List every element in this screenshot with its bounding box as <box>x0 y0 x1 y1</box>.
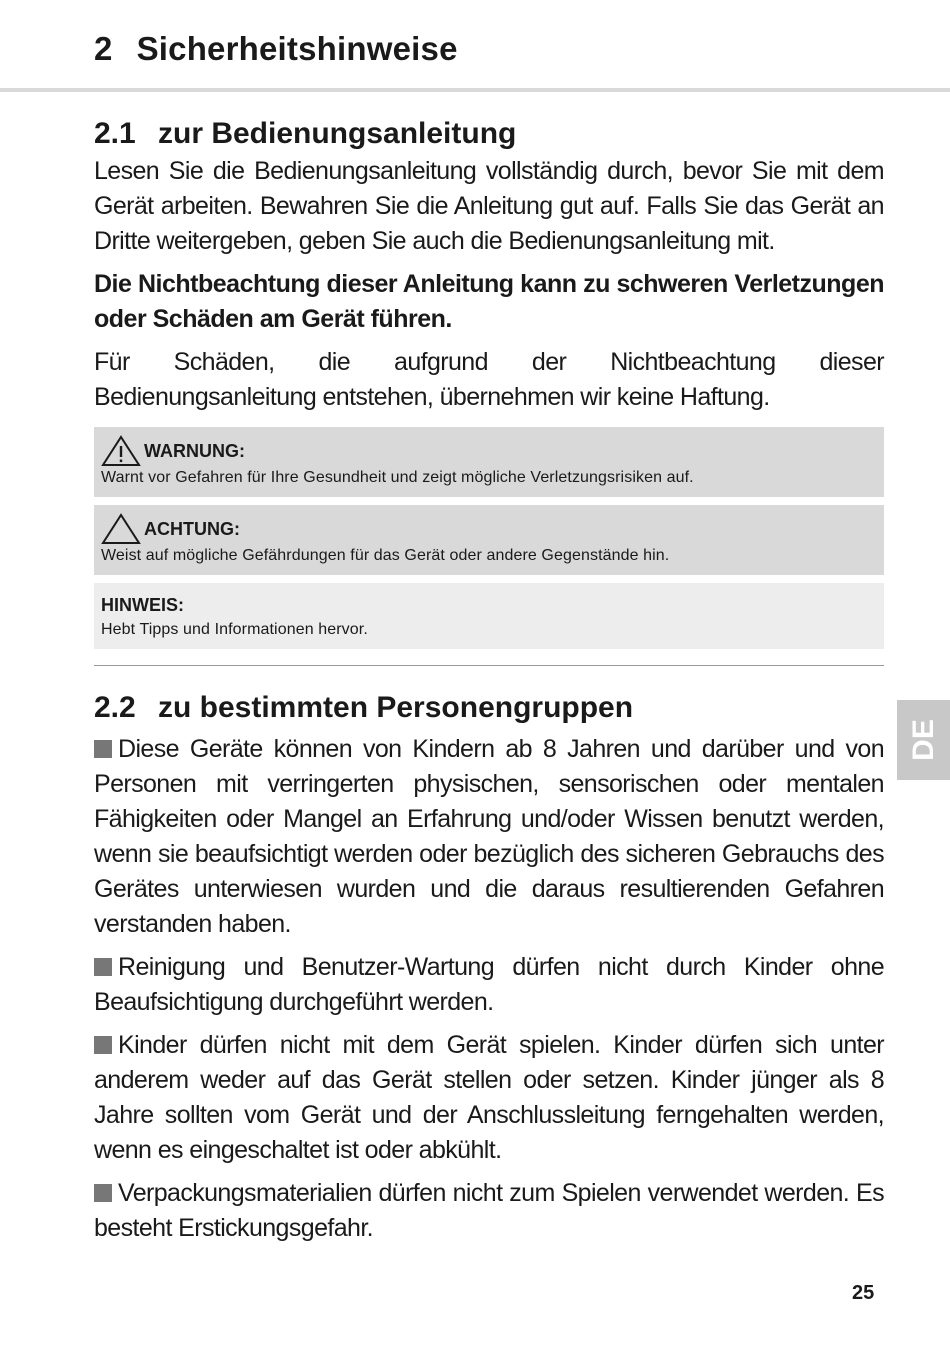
paragraph-liability: Für Schäden, die aufgrund der Nichtbeachtung dieser Bedienungsanleitung entstehen, übernehmen wir keine Haftung. <box>94 348 884 411</box>
list-item-text: Kinder dürfen nicht mit dem Gerät spielen. Kinder dürfen sich unter anderem weder auf das Gerät stellen oder setzen. Kinder jünger als 8 Jahre sollten vom Gerät und der Anschlussleitung ferngehalten werden, wenn es eingeschaltet ist oder abkühlt. <box>94 1031 884 1164</box>
list-item <box>94 1028 884 1168</box>
notice-label: HINWEIS: <box>101 595 184 615</box>
list-item <box>94 950 884 1020</box>
language-tab-label: DE <box>906 719 940 761</box>
section-divider <box>94 665 884 666</box>
notice-text: Weist auf mögliche Gefährdungen für das Gerät oder andere Gegenstände hin. <box>101 547 670 564</box>
page-number: 25 <box>852 1282 875 1304</box>
square-bullet-icon <box>94 1036 112 1054</box>
list-item-text: Verpackungsmaterialien dürfen nicht zum Spielen verwendet werden. Es besteht Erstickungsgefahr. <box>94 1179 884 1242</box>
list-item <box>94 732 884 942</box>
warning-triangle-icon <box>101 435 141 467</box>
page-content <box>94 114 884 1246</box>
notice-text: Hebt Tipps und Informationen hervor. <box>101 621 368 638</box>
caution-triangle-icon <box>101 513 141 545</box>
square-bullet-icon <box>94 1184 112 1202</box>
section-number: 2.1 <box>94 117 136 150</box>
list-item-text: Diese Geräte können von Kindern ab 8 Jahren und darüber und von Personen mit verringerten physischen, sensorischen oder mentalen Fähigkeiten oder Mangel an Erfahrung und/oder Wissen benutzt werden, wenn sie beaufsichtigt werden oder bezüglich des sicheren Gebrauchs des Gerätes unterwiesen wurden und die daraus resultierenden Gefahren verstanden haben. <box>94 735 884 938</box>
chapter-header <box>0 0 950 92</box>
section-title-text: zu bestimmten Personengruppen <box>158 691 634 724</box>
list-item <box>94 1176 884 1246</box>
square-bullet-icon <box>94 958 112 976</box>
notice-label: WARNUNG: <box>144 441 245 461</box>
section-title-text: zur Bedienungsanleitung <box>158 117 517 150</box>
chapter-title <box>94 30 458 68</box>
chapter-number: 2 <box>94 30 113 67</box>
paragraph-warning-bold: Die Nichtbeachtung dieser Anleitung kann zu schweren Verletzungen oder Schäden am Gerät führen. <box>94 270 884 333</box>
list-item-text: Reinigung und Benutzer-Wartung dürfen nicht durch Kinder ohne Beaufsichtigung durchgeführt werden. <box>94 953 884 1016</box>
notice-text: Warnt vor Gefahren für Ihre Gesundheit und zeigt mögliche Verletzungsrisiken auf. <box>101 469 694 486</box>
language-tab <box>897 700 950 780</box>
paragraph-read-manual: Lesen Sie die Bedienungsanleitung vollständig durch, bevor Sie mit dem Gerät arbeiten. Bewahren Sie die Anleitung gut auf. Falls Sie das Gerät an Dritte weitergeben, geben Sie auch die Bedienungsanleitung mit. <box>94 157 884 255</box>
notice-achtung <box>94 505 884 575</box>
section-title-2-2 <box>94 688 884 728</box>
notice-label: ACHTUNG: <box>144 519 240 539</box>
notice-warnung <box>94 427 884 497</box>
chapter-title-text: Sicherheitshinweise <box>136 30 458 67</box>
square-bullet-icon <box>94 740 112 758</box>
section-title-2-1 <box>94 114 884 154</box>
notice-hinweis <box>94 583 884 649</box>
section-number: 2.2 <box>94 691 136 724</box>
